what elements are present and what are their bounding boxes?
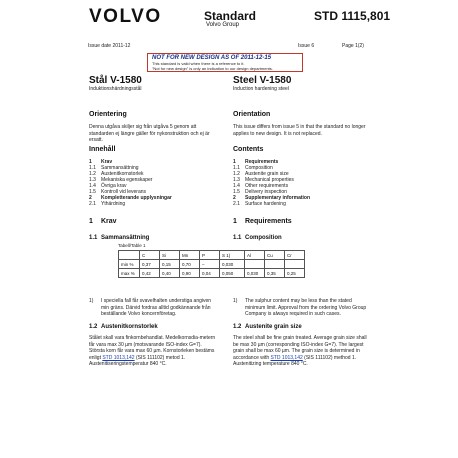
right-column [233,75,368,92]
page-row [342,43,364,49]
right-subtitle: Induction hardening steel [233,86,289,92]
right-section-1-2-heading: 1.2 Austenite grain size [233,324,302,330]
toc-item[interactable]: 2.1 Surface hardening [233,201,286,207]
right-orientation-heading: Orientation [233,111,271,118]
toc-item[interactable]: 1 Requirements [233,159,279,165]
toc-item[interactable]: 1.1 Composition [233,165,273,171]
toc-item[interactable]: 1.2 Austenitkornstorlek [89,171,144,177]
toc-item[interactable]: 1.3 Mechanical properties [233,177,294,183]
left-orientation-heading: Orientering [89,111,127,118]
right-section-1-1-heading: 1.1 Composition [233,235,282,241]
toc-item[interactable]: 1.1 Sammansättning [89,165,139,171]
composition-table [118,250,305,278]
toc-item[interactable]: 1.3 Mekaniska egenskaper [89,177,153,183]
organization-subtitle: Volvo Group [206,22,240,28]
left-section-1-heading: 1 Krav [89,218,117,225]
page-label: Page [342,43,354,49]
toc-item[interactable]: 1 Krav [89,159,113,165]
volvo-logo: VOLVO [89,6,162,27]
right-contents-heading: Contents [233,146,264,153]
left-subtitle: Induktionshärdningsstål [89,86,142,92]
right-title: Steel V-1580 [233,75,292,86]
not-for-new-design-notice [147,53,303,72]
left-column [89,75,217,92]
issue-label: Issue [298,43,310,49]
toc-item[interactable]: 2 Kompletterande upplysningar [89,195,172,201]
left-section-1-2-heading: 1.2 Austenitkornstorlek [89,324,158,330]
table-row-max: max % 0,42 0,40 0,90 0,04 0,050 0,030 0,35 0,25 [119,269,305,278]
left-footnote: 1) I speciella fall får svavelhalten understiga angiven min gräns. Därvid fordras alltid godkännande från beställande Volvo koncernföretag. [89,298,212,317]
right-footnote: 1) The sulphur content may be less than the stated minimum limit. Approval from the ordering Volvo Group Company is always required in such cases. [233,298,367,317]
toc-item[interactable]: 2 Supplementary information [233,195,311,201]
page-value: 1(2) [355,43,364,49]
table-row-min: min % 0,37 0,15 0,70 – 0,030 [119,260,305,269]
right-section-1-2-text: The steel shall be fine grain treated. Average grain size shall be max 30 µm (corresponding ISO-index G=7). The largest grain shall be max 60 µm. The grain size is determined in accordance with STD 1013,142 (SIS 111102) method 1. Austenitizing temperature 840 °C. [233,335,367,367]
issue-date-row [88,43,130,49]
toc-item[interactable]: 1.5 Delivery inspection [233,189,287,195]
issue-value: 6 [311,43,315,49]
right-table-of-contents [233,159,368,207]
left-orientation-text: Denna utgåva skiljer sig från utgåva 5 genom att standarden ej längre gäller för nykonstruktion och ej är ersatt. [89,124,210,143]
left-section-1-2-text: Stålet skall vara finkornbehandlat. Medelkornsdia-metern får vara max 30 µm (motsvarande ISO-index G=7). Största korn får vara max 60 µm. Kornstorleken bestäms enligt STD 1013,142 (SIS 111102) metod 1. Austenitiseringstemperatur 840 °C. [89,335,216,367]
notice-title: NOT FOR NEW DESIGN AS OF 2011-12-15 [152,55,272,61]
right-orientation-text: This issue differs from issue 5 in that the standard no longer applies to new design. It is not replaced. [233,124,366,137]
toc-item[interactable]: 2.1 Ythärdning [89,201,126,207]
std-link[interactable]: STD 1013,142 [102,354,135,361]
table-header-row: C Si Mn P S 1) Al Cu Cr [119,251,305,260]
notice-line-1: This standard is valid when there is a reference to it. [152,61,245,66]
table-caption: Tabell/Table 1 [118,243,146,248]
standard-number: STD 1115,801 [314,9,391,23]
toc-item[interactable]: 1.4 Other requirements [233,183,289,189]
issue-date-label: Issue date [88,43,112,49]
toc-item[interactable]: 1.5 Kontroll vid leverans [89,189,147,195]
toc-item[interactable]: 1.4 Övriga krav [89,183,127,189]
issue-date-value: 2011-12 [112,43,131,49]
right-section-1-heading: 1 Requirements [233,218,292,225]
document-type-title: Standard [204,9,257,23]
notice-line-2: "Not for new design" is only an indication to our design departments. [152,66,273,71]
issue-row [298,43,314,49]
left-title: Stål V-1580 [89,75,142,86]
left-section-1-1-heading: 1.1 Sammansättning [89,235,150,241]
left-table-of-contents [89,159,217,207]
toc-item[interactable]: 1.2 Austenite grain size [233,171,289,177]
std-link[interactable]: STD 1013,142 [270,354,303,361]
left-contents-heading: Innehåll [89,146,116,153]
